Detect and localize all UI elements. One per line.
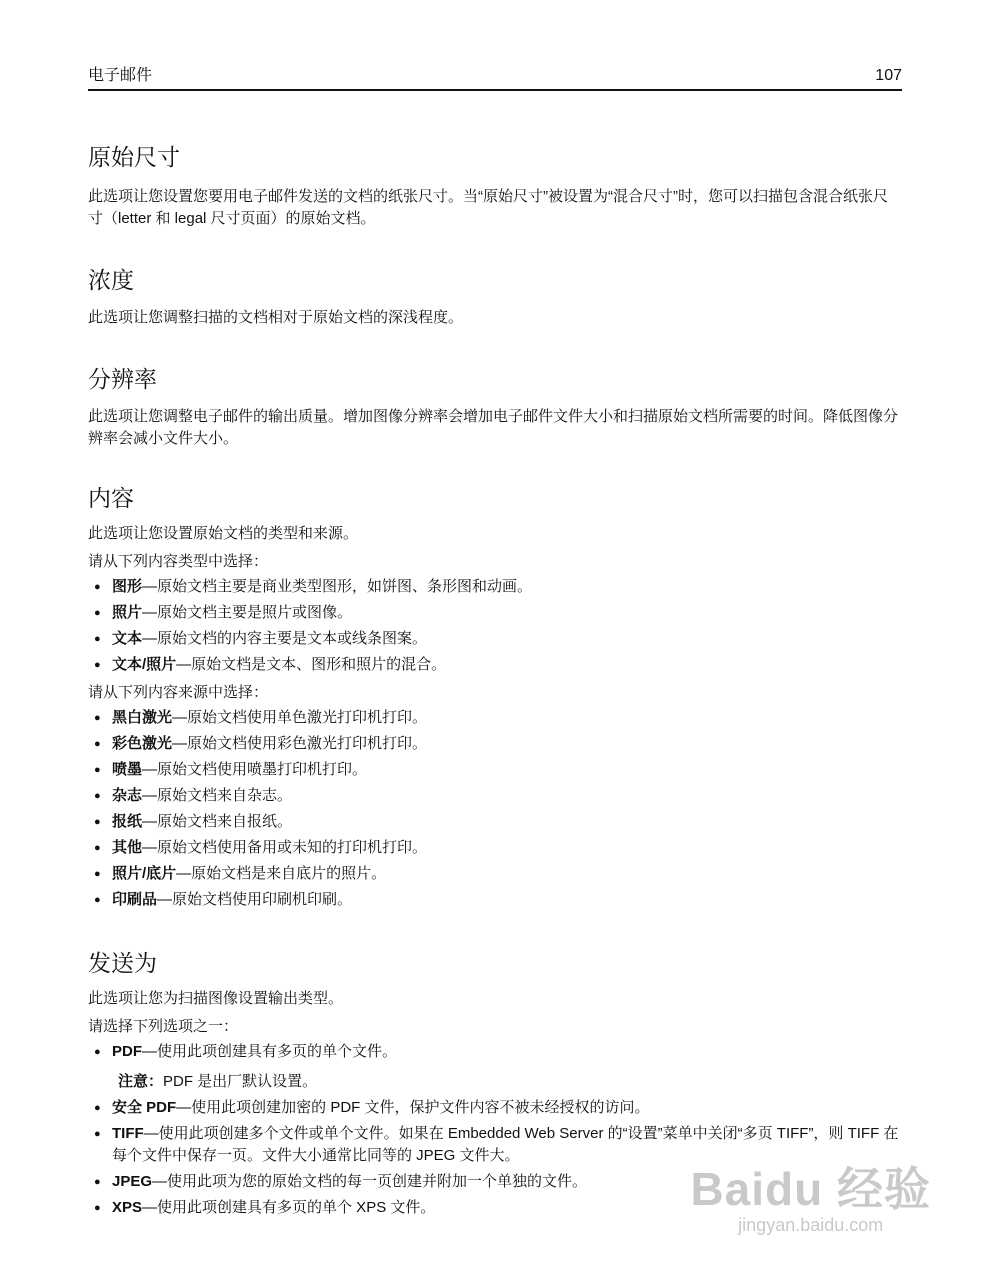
content-sources-prompt: 请从下列内容来源中选择：: [88, 684, 269, 701]
section-title-resolution: 分辨率: [88, 366, 157, 392]
list-item: ● 文本/照片—原始文档是文本、图形和照片的混合。: [88, 654, 902, 676]
list-item: ● 文本—原始文档的内容主要是文本或线条图案。: [88, 628, 902, 650]
list-item: ● 印刷品—原始文档使用印刷机印刷。: [88, 889, 902, 911]
list-item: ● 杂志—原始文档来自杂志。: [88, 785, 902, 807]
send-as-note: 注意：PDF 是出厂默认设置。: [118, 1073, 318, 1090]
content-types-prompt: 请从下列内容类型中选择：: [88, 553, 269, 570]
list-item: ● 其他—原始文档使用备用或未知的打印机打印。: [88, 837, 902, 859]
list-item: ● XPS—使用此项创建具有多页的单个 XPS 文件。: [88, 1197, 902, 1219]
watermark: [690, 1153, 931, 1236]
list-item: ● 彩色激光—原始文档使用彩色激光打印机打印。: [88, 733, 902, 755]
content-intro: 此选项让您设置原始文档的类型和来源。: [88, 525, 359, 542]
watermark-url: jingyan.baidu.com: [738, 1215, 884, 1235]
send-as-intro: 此选项让您为扫描图像设置输出类型。: [88, 990, 344, 1007]
section-body-resolution: 此选项让您调整电子邮件的输出质量。增加图像分辨率会增加电子邮件文件大小和扫描原始文档所需要的时间。降低图像分辨率会减小文件大小。: [88, 408, 899, 447]
watermark-logo: Baidu 经验: [690, 1163, 931, 1215]
list-item: ● TIFF—使用此项创建多个文件或单个文件。如果在 Embedded Web Server 的“设置”菜单中关闭“多页 TIFF”，则 TIFF 在每个文件中保存一页。文件大小通常比同等的 JPEG 文件大。: [88, 1123, 902, 1167]
content-sources-list: [88, 707, 902, 911]
header-title: 电子邮件: [88, 67, 153, 84]
page-header: [88, 62, 902, 91]
list-item: ● JPEG—使用此项为您的原始文档的每一页创建并附加一个单独的文件。: [88, 1171, 902, 1193]
document-page: [88, 62, 902, 1219]
list-item: ● PDF—使用此项创建具有多页的单个文件。: [88, 1041, 902, 1063]
send-as-options-list: [88, 1041, 902, 1063]
list-item: ● 黑白激光—原始文档使用单色激光打印机打印。: [88, 707, 902, 729]
section-body-darkness: 此选项让您调整扫描的文档相对于原始文档的深浅程度。: [88, 309, 464, 326]
send-as-prompt: 请选择下列选项之一：: [88, 1018, 239, 1035]
list-item: ● 照片—原始文档主要是照片或图像。: [88, 602, 902, 624]
page-number: 107: [875, 67, 902, 84]
section-body-original-size: 此选项让您设置您要用电子邮件发送的文档的纸张尺寸。当“原始尺寸”被设置为“混合尺寸”时，您可以扫描包含混合纸张尺寸（letter 和 legal 尺寸页面）的原始文档。: [88, 188, 888, 227]
section-title-darkness: 浓度: [88, 267, 134, 293]
list-item: ● 安全 PDF—使用此项创建加密的 PDF 文件，保护文件内容不被未经授权的访问。: [88, 1097, 902, 1119]
list-item: ● 图形—原始文档主要是商业类型图形，如饼图、条形图和动画。: [88, 576, 902, 598]
section-title-send-as: 发送为: [88, 950, 157, 976]
list-item: ● 报纸—原始文档来自报纸。: [88, 811, 902, 833]
section-title-content: 内容: [88, 485, 134, 511]
list-item: ● 照片/底片—原始文档是来自底片的照片。: [88, 863, 902, 885]
section-title-original-size: 原始尺寸: [88, 144, 180, 170]
list-item: ● 喷墨—原始文档使用喷墨打印机打印。: [88, 759, 902, 781]
content-types-list: [88, 576, 902, 676]
